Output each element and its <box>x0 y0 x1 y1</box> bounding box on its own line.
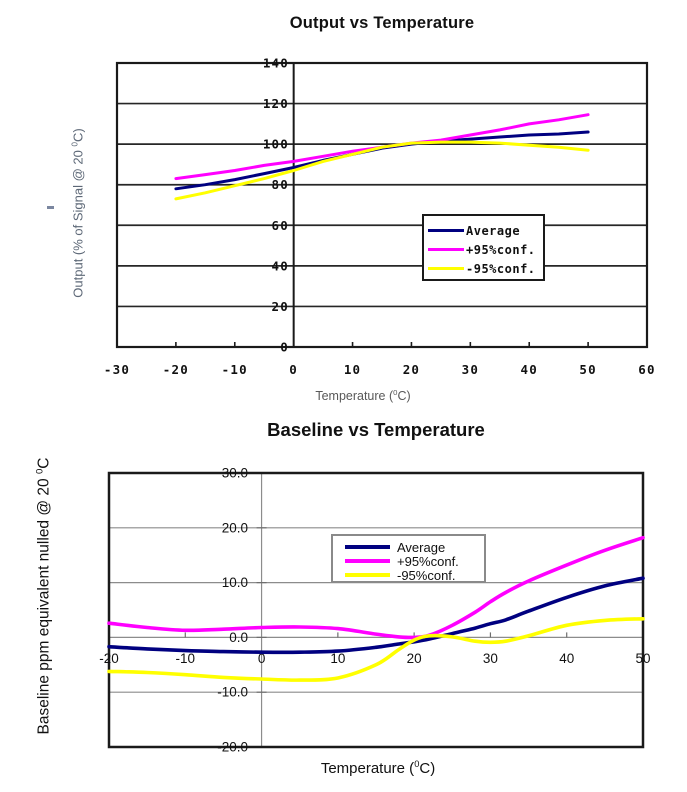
x-tick-label-30: 30 <box>461 362 480 377</box>
y-tick-label--20.0: -20.0 <box>217 739 248 755</box>
x-tick-label-0: 0 <box>289 362 299 377</box>
x-tick-label-20: 20 <box>406 651 422 666</box>
output-x-axis-label-text: Temperature ( <box>315 389 394 404</box>
minus95-legend-label: -95%conf. <box>397 567 456 583</box>
output-chart-title: Output vs Temperature <box>289 14 475 32</box>
x-tick-label-30: 30 <box>482 651 498 666</box>
legend-item-minus95 <box>345 568 484 582</box>
legend-item-average <box>428 221 543 240</box>
y-tick-label-30.0: 30.0 <box>221 465 248 481</box>
minus95-legend-label: -95%conf. <box>466 261 536 276</box>
baseline-y-axis-label-unit: C <box>35 457 53 469</box>
x-tick-label--10: -10 <box>175 651 196 666</box>
baseline-legend <box>331 534 486 583</box>
x-tick-label--10: -10 <box>221 362 248 377</box>
baseline-x-axis-label-text: Temperature ( <box>320 760 415 777</box>
output-y-axis-label-text: Output (% of Signal @ 20 <box>70 146 86 298</box>
x-tick-label-20: 20 <box>402 362 421 377</box>
x-tick-label-40: 40 <box>559 651 575 666</box>
series-line-average <box>176 132 588 189</box>
x-tick-label-60: 60 <box>638 362 656 377</box>
y-tick-label-20: 20 <box>271 298 289 314</box>
baseline-x-axis-label-unit: C) <box>419 760 436 777</box>
y-tick-label-0: 0 <box>280 339 289 355</box>
plot-border <box>117 63 647 347</box>
y-tick-label-140: 140 <box>262 55 289 71</box>
output-x-axis-label-sup: 0 <box>393 388 398 397</box>
output-x-axis-label <box>263 388 463 403</box>
y-tick-label-10.0: 10.0 <box>221 575 248 591</box>
plus95-line-swatch <box>345 559 390 563</box>
x-tick-label-50: 50 <box>635 651 651 666</box>
x-tick-label-10: 10 <box>330 651 346 666</box>
x-tick-label-40: 40 <box>520 362 538 377</box>
x-tick-label-0: 0 <box>257 651 266 666</box>
y-tick-label-0.0: 0.0 <box>229 629 248 645</box>
y-tick-label-80: 80 <box>271 177 289 193</box>
baseline-chart-title: Baseline vs Temperature <box>267 419 485 440</box>
minus95-line-swatch <box>345 573 390 577</box>
minus95-line-swatch <box>428 267 464 270</box>
output-y-axis-label-unit: C) <box>70 128 86 142</box>
output-y-axis-label-sup: 0 <box>70 142 80 147</box>
baseline-x-axis-label <box>278 759 478 777</box>
baseline-x-axis-label-sup: 0 <box>414 759 420 769</box>
y-tick-label-120: 120 <box>262 96 289 112</box>
plus95-legend-label: +95%conf. <box>397 553 459 569</box>
baseline-y-axis-label <box>34 457 53 734</box>
x-tick-label-50: 50 <box>579 362 597 377</box>
baseline-plot-area <box>80 465 680 790</box>
average-line-swatch <box>428 229 464 232</box>
x-tick-label--20: -20 <box>99 651 119 666</box>
series-line-average <box>109 578 643 652</box>
plus95-legend-label: +95%conf. <box>466 242 536 257</box>
y-tick-label-60: 60 <box>271 217 289 233</box>
output-x-axis-label-unit: C) <box>397 389 411 404</box>
baseline-y-axis-label-text: Baseline ppm equivalent nulled @ 20 <box>35 474 53 735</box>
legend-item-plus95 <box>428 240 543 259</box>
x-tick-label-10: 10 <box>343 362 362 377</box>
output-plot-area <box>80 55 680 390</box>
plus95-line-swatch <box>428 248 464 251</box>
output-legend <box>422 214 545 281</box>
x-tick-label--30: -30 <box>103 362 131 377</box>
legend-item-average <box>345 540 484 554</box>
baseline-y-axis-label-sup: 0 <box>34 468 46 475</box>
y-tick-label-100: 100 <box>262 136 289 152</box>
x-tick-label--20: -20 <box>162 362 189 377</box>
legend-item-plus95 <box>345 554 484 568</box>
average-legend-label: Average <box>466 223 521 238</box>
average-legend-label: Average <box>397 539 446 555</box>
y-tick-label-20.0: 20.0 <box>221 520 248 536</box>
y-tick-label--10.0: -10.0 <box>217 684 248 700</box>
y-tick-label-40: 40 <box>271 258 289 274</box>
legend-item-minus95 <box>428 259 543 278</box>
plot-border <box>109 473 643 747</box>
average-line-swatch <box>345 545 390 549</box>
stray-dash-artifact <box>47 206 54 209</box>
